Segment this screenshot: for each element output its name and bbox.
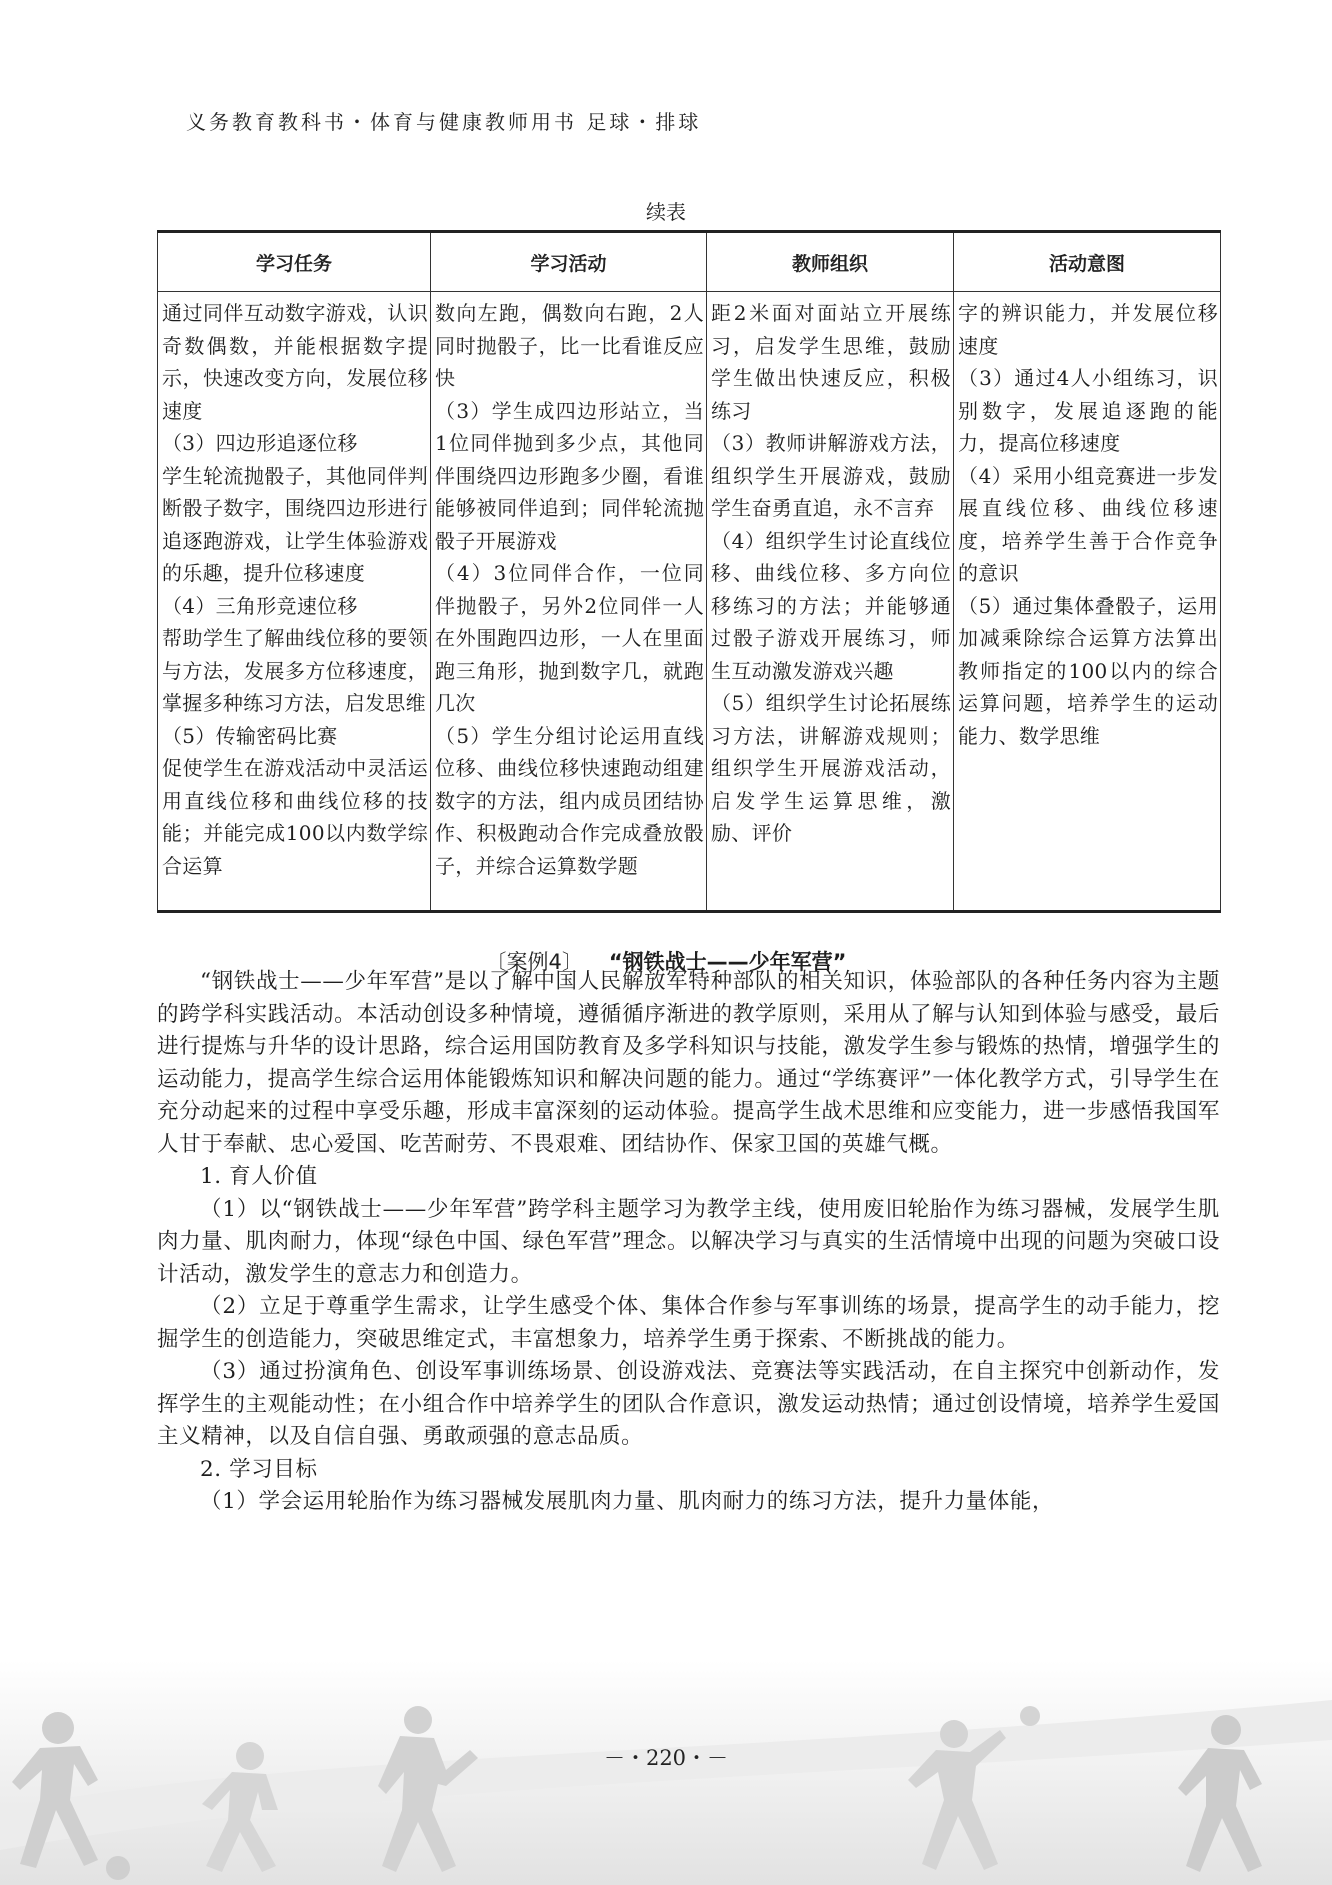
cell-paragraph: 数向左跑，偶数向右跑，2人同时抛骰子，比一比看谁反应快 — [435, 301, 704, 390]
body-paragraph: （3）通过扮演角色、创设军事训练场景、创设游戏法、竞赛法等实践活动，在自主探究中创新动作，发挥学生的主观能动性；在小组合作中培养学生的团队合作意识，激发运动热情；通过创设情境，培养学生爱国主义精神，以及自信自强、勇敢顽强的意志品质。 — [157, 1359, 1220, 1449]
cell-paragraph: （3）四边形追逐位移 — [162, 431, 358, 455]
body-paragraph: （1）学会运用轮胎作为练习器械发展肌肉力量、肌肉耐力的练习方法，提升力量体能， — [200, 1489, 1055, 1514]
cell-paragraph: （3）教师讲解游戏方法，组织学生开展游戏，鼓励学生奋勇直追，永不言弃 — [711, 431, 951, 520]
cell-paragraph: （5）通过集体叠骰子，运用加减乘除综合运算方法算出教师指定的100以内的综合运算问题，培养学生的运动能力、数学思维 — [958, 593, 1218, 748]
cell-paragraph: （4）采用小组竞赛进一步发展直线位移、曲线位移速度，培养学生善于合作竞争的意识 — [958, 463, 1218, 585]
column-header-task: 学习任务 — [158, 232, 431, 292]
cell-paragraph: 帮助学生了解曲线位移的要领与方法，发展多方位移速度，掌握多种练习方法，启发思维 — [162, 626, 428, 715]
cell-paragraph: （3）学生成四边形站立，当1位同伴抛到多少点，其他同伴围绕四边形跑多少圈，看谁能够被同伴追到；同伴轮流抛骰子开展游戏 — [435, 398, 704, 553]
page-number: －・220・－ — [603, 1746, 729, 1770]
cell-intent — [954, 292, 1221, 912]
cell-teacher — [707, 292, 954, 912]
case-label: 〔案例4〕 — [485, 950, 583, 974]
cell-paragraph: 距2米面对面站立开展练习，启发学生思维，鼓励学生做出快速反应，积极练习 — [711, 301, 951, 423]
cell-paragraph: （5）传输密码比赛 — [162, 723, 338, 748]
column-header-intent: 活动意图 — [954, 232, 1221, 292]
section-heading: 2. 学习目标 — [200, 1456, 318, 1482]
intro-paragraph: “钢铁战士——少年军营”是以了解中国人民解放军特种部队的相关知识，体验部队的各种任务内容为主题的跨学科实践活动。本活动创设多种情境，遵循循序渐进的教学原则，采用从了解与认知到体验与感受，最后进行提炼与升华的设计思路，综合运用国防教育及多学科知识与技能，激发学生参与锻炼的热情，增强学生的运动能力，提高学生综合运用体能锻炼知识和解决问题的能力。通过“学练赛评”一体化教学方式，引导学生在充分动起来的过程中享受乐趣，形成丰富深刻的运动体验。提高学生战术思维和应变能力，进一步感悟我国军人甘于奉献、忠心爱国、吃苦耐劳、不畏艰难、团结协作、保家卫国的英雄气概。 — [157, 969, 1220, 1157]
running-header: 义务教育教科书・体育与健康教师用书 足球・排球 — [186, 110, 702, 134]
section-heading: 1. 育人价值 — [200, 1164, 318, 1189]
body-paragraph: （1）以“钢铁战士——少年军营”跨学科主题学习为教学主线，使用废旧轮胎作为练习器械，发展学生肌肉力量、肌肉耐力，体现“绿色中国、绿色军营”理念。以解决学习与真实的生活情境中出现的问题为突破口设计活动，激发学生的意志力和创造力。 — [157, 1196, 1220, 1287]
cell-paragraph: 通过同伴互动数字游戏，认识奇数偶数，并能根据数字提示，快速改变方向，发展位移速度 — [162, 301, 428, 423]
cell-paragraph: 促使学生在游戏活动中灵活运用直线位移和曲线位移的技能；并能完成100以内数学综合运算 — [162, 756, 428, 878]
cell-paragraph: （5）组织学生讨论拓展练习方法，讲解游戏规则；组织学生开展游戏活动，启发学生运算思维，激励、评价 — [711, 691, 951, 845]
cell-task — [158, 292, 431, 912]
body-paragraph: （2）立足于尊重学生需求，让学生感受个体、集体合作参与军事训练的场景，提高学生的动手能力，挖掘学生的创造能力，突破思维定式，丰富想象力，培养学生勇于探索、不断挑战的能力。 — [157, 1294, 1220, 1352]
cell-paragraph: 字的辨识能力，并发展位移速度 — [958, 301, 1218, 358]
activity-table — [157, 230, 1221, 913]
column-header-teacher: 教师组织 — [707, 232, 954, 292]
case-title: “钢铁战士——少年军营” — [608, 950, 847, 974]
cell-paragraph: （3）通过4人小组练习，识别数字，发展追逐跑的能力，提高位移速度 — [958, 366, 1218, 455]
cell-paragraph: （5）学生分组讨论运用直线位移、曲线位移快速跑动组建数字的方法，组内成员团结协作、积极跑动合作完成叠放骰子，并综合运算数学题 — [435, 723, 704, 878]
cell-paragraph: （4）3位同伴合作，一位同伴抛骰子，另外2位同伴一人在外围跑四边形，一人在里面跑三角形，抛到数字几，就跑几次 — [435, 561, 704, 715]
table-row — [158, 292, 1221, 912]
column-header-activity: 学习活动 — [431, 232, 707, 292]
cell-paragraph: 学生轮流抛骰子，其他同伴判断骰子数字，围绕四边形进行追逐跑游戏，让学生体验游戏的乐趣，提升位移速度 — [162, 463, 428, 585]
cell-paragraph: （4）组织学生讨论直线位移、曲线位移、多方向位移练习的方法；并能够通过骰子游戏开展练习，师生互动激发游戏兴趣 — [711, 528, 951, 683]
table-caption: 续表 — [646, 200, 686, 224]
body-text — [157, 966, 1220, 1519]
table-header-row — [158, 232, 1221, 292]
cell-activity — [431, 292, 707, 912]
footer-sports-silhouettes — [0, 1660, 1332, 1885]
cell-paragraph: （4）三角形竞速位移 — [162, 593, 358, 618]
